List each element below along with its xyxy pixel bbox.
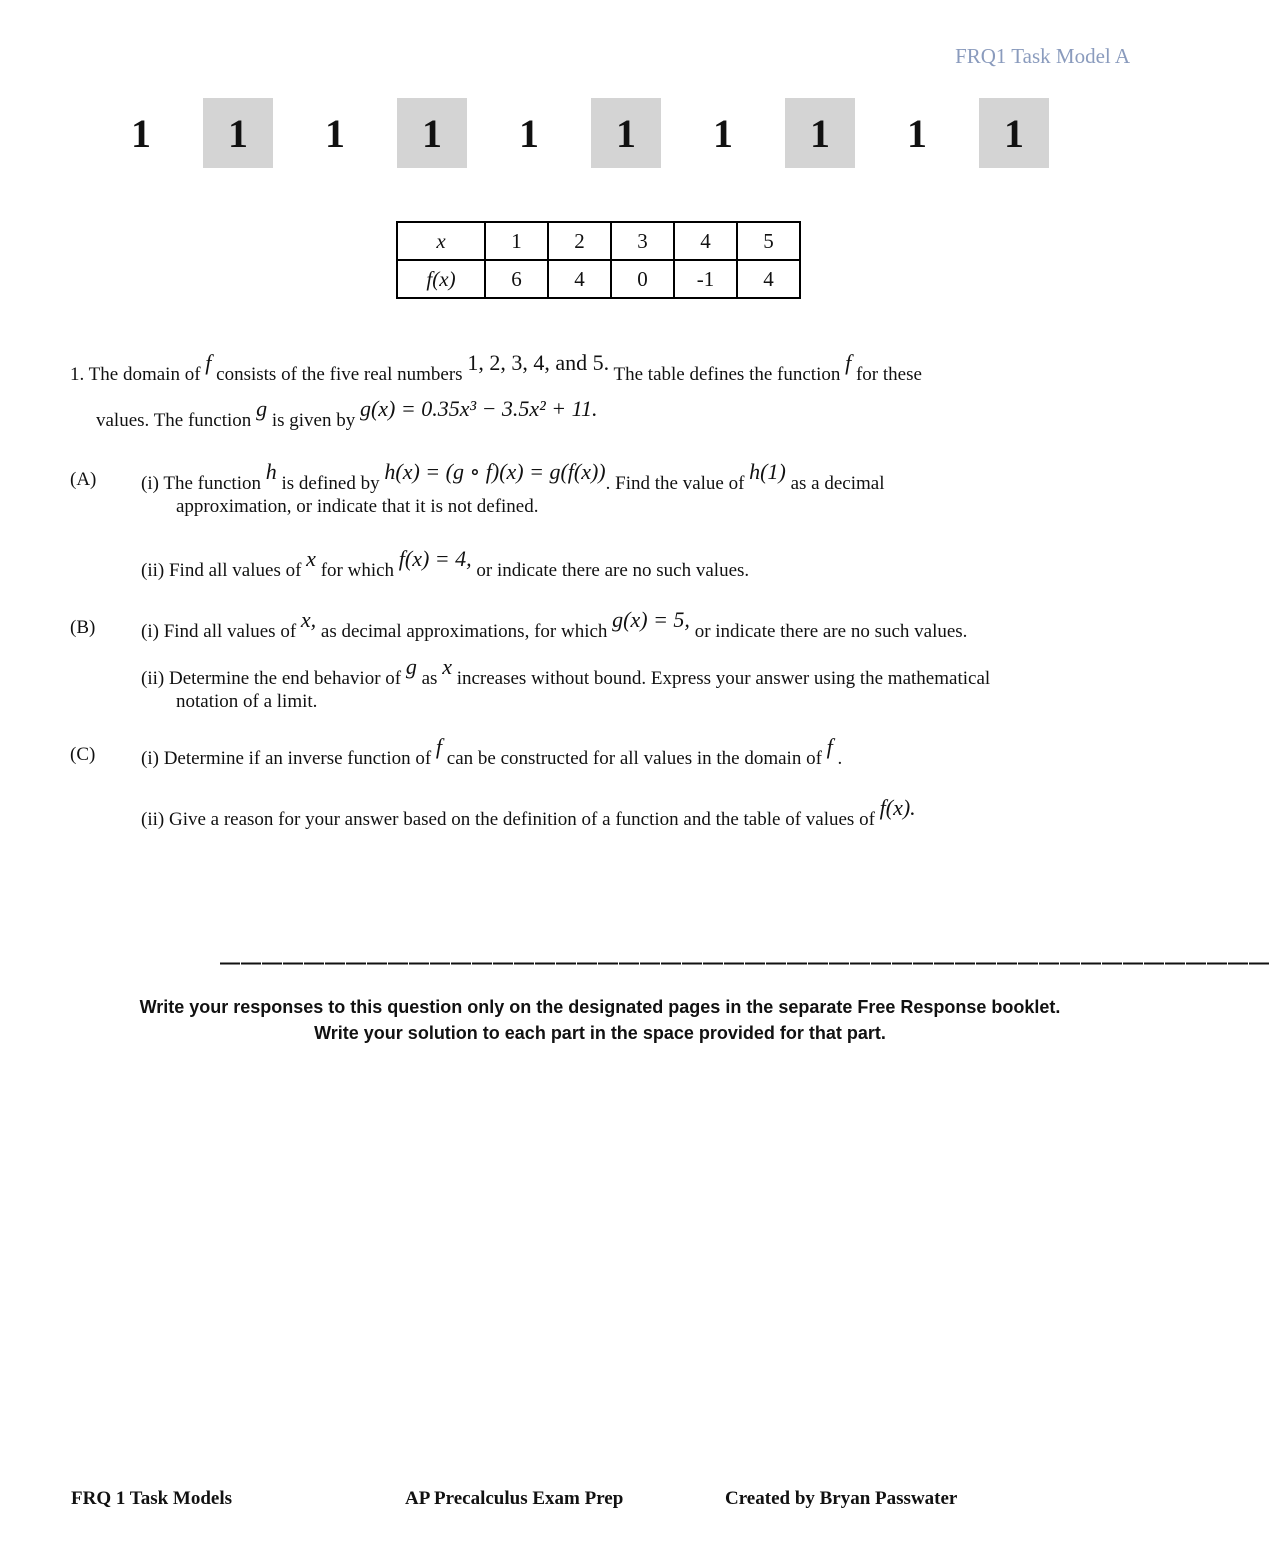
table-header-cell: f(x) (397, 260, 485, 298)
table-cell: 6 (485, 260, 548, 298)
part-text: Find all values of (163, 621, 297, 642)
math-f: f (205, 350, 212, 375)
strip-number: 1 (203, 98, 273, 168)
math-g: g (256, 396, 268, 421)
math-g: g (405, 654, 417, 679)
part-text: Determine if an inverse function of (163, 748, 432, 769)
part-c-i (141, 734, 843, 770)
table-cell: 5 (737, 222, 800, 260)
math-x: x (442, 654, 452, 679)
math-h1: h(1) (749, 459, 786, 484)
math-fx: f(x). (879, 795, 916, 820)
part-text: Determine the end behavior of (168, 668, 402, 689)
part-text: as decimal approximations, for which (320, 621, 608, 642)
instruction-line: Write your solution to each part in the space provided for that part. (314, 1023, 886, 1043)
table-header-cell: x (397, 222, 485, 260)
math-f: f (826, 734, 833, 759)
part-text: . Find the value of (605, 473, 745, 494)
footer-left: FRQ 1 Task Models (71, 1488, 233, 1509)
sub-label: (ii) (141, 809, 165, 830)
separator-line: —————————————————————————————————————————————————— (220, 952, 1270, 974)
footer-center: AP Precalculus Exam Prep (405, 1488, 624, 1509)
sub-label: (ii) (141, 668, 165, 689)
part-b-label: (B) (70, 617, 96, 638)
intro-text: consists of the five real numbers (216, 364, 463, 385)
part-text: is defined by (281, 473, 380, 494)
intro-text: for these (855, 364, 922, 385)
g-formula: g(x) = 0.35x³ − 3.5x² + 11. (359, 396, 598, 421)
strip-number: 1 (325, 110, 345, 156)
table-cell: 4 (737, 260, 800, 298)
strip-number: 1 (979, 98, 1049, 168)
strip-number: 1 (131, 110, 151, 156)
math-f: f (435, 734, 443, 759)
strip-number: 1 (713, 110, 733, 156)
domain-values: 1, 2, 3, 4, and 5. (467, 350, 610, 375)
part-text: for which (320, 560, 395, 581)
part-a-ii (141, 546, 750, 582)
math-x: x (306, 546, 316, 571)
part-text: as (421, 668, 438, 689)
part-c-label: (C) (70, 744, 96, 765)
part-a-label: (A) (70, 469, 97, 490)
table-cell: 2 (548, 222, 611, 260)
strip-number: 1 (591, 98, 661, 168)
function-values-table (396, 221, 801, 299)
number-strip (106, 98, 1066, 168)
sub-label: (i) (141, 473, 159, 494)
intro-text: The table defines the function (613, 364, 841, 385)
part-text: The function (163, 473, 261, 494)
question-number: 1. (70, 364, 85, 385)
part-a-i-line1 (141, 459, 885, 495)
part-a-i-line2: approximation, or indicate that it is not defined. (176, 496, 539, 517)
instruction-line: Write your responses to this question only on the designated pages in the separate Free Response booklet. (139, 997, 1061, 1017)
intro-text: is given by (271, 410, 356, 431)
sub-label: (i) (141, 748, 159, 769)
part-text: Find all values of (168, 560, 302, 581)
question-intro-line2 (96, 396, 598, 432)
part-text: . (837, 748, 843, 769)
math-f: f (845, 350, 852, 375)
math-h: h (265, 459, 277, 484)
table-cell: 1 (485, 222, 548, 260)
table-row (397, 222, 800, 260)
h-formula: h(x) = (g ∘ f)(x) = g(f(x)) (384, 459, 606, 484)
part-text: increases without bound. Express your answer using the mathematical (456, 668, 991, 689)
strip-number: 1 (519, 110, 539, 156)
table-cell: -1 (674, 260, 737, 298)
part-text: can be constructed for all values in the domain of (446, 748, 822, 769)
footer-right: Created by Bryan Passwater (725, 1488, 958, 1509)
part-text: as a decimal (790, 473, 885, 494)
part-text: Give a reason for your answer based on the definition of a function and the table of values of (168, 809, 875, 830)
intro-text: values. The function (96, 410, 252, 431)
strip-number: 1 (397, 98, 467, 168)
table-row (397, 260, 800, 298)
question-intro-line1 (70, 350, 922, 386)
part-b-ii-line1 (141, 654, 991, 690)
part-c-ii (141, 795, 916, 831)
table-cell: 4 (548, 260, 611, 298)
fx-equation: f(x) = 4, (398, 546, 472, 571)
math-x: x, (300, 607, 317, 632)
task-model-label: FRQ1 Task Model A (955, 44, 1130, 68)
strip-number: 1 (785, 98, 855, 168)
table-cell: 0 (611, 260, 674, 298)
response-instructions (60, 994, 1140, 1046)
table-cell: 4 (674, 222, 737, 260)
gx-equation: g(x) = 5, (612, 607, 690, 632)
part-text: or indicate there are no such values. (476, 560, 750, 581)
intro-text: The domain of (88, 364, 201, 385)
sub-label: (i) (141, 621, 159, 642)
table-cell: 3 (611, 222, 674, 260)
part-b-i (141, 607, 968, 643)
sub-label: (ii) (141, 560, 165, 581)
part-text: or indicate there are no such values. (694, 621, 968, 642)
part-b-ii-line2: notation of a limit. (176, 691, 318, 712)
strip-number: 1 (907, 110, 927, 156)
